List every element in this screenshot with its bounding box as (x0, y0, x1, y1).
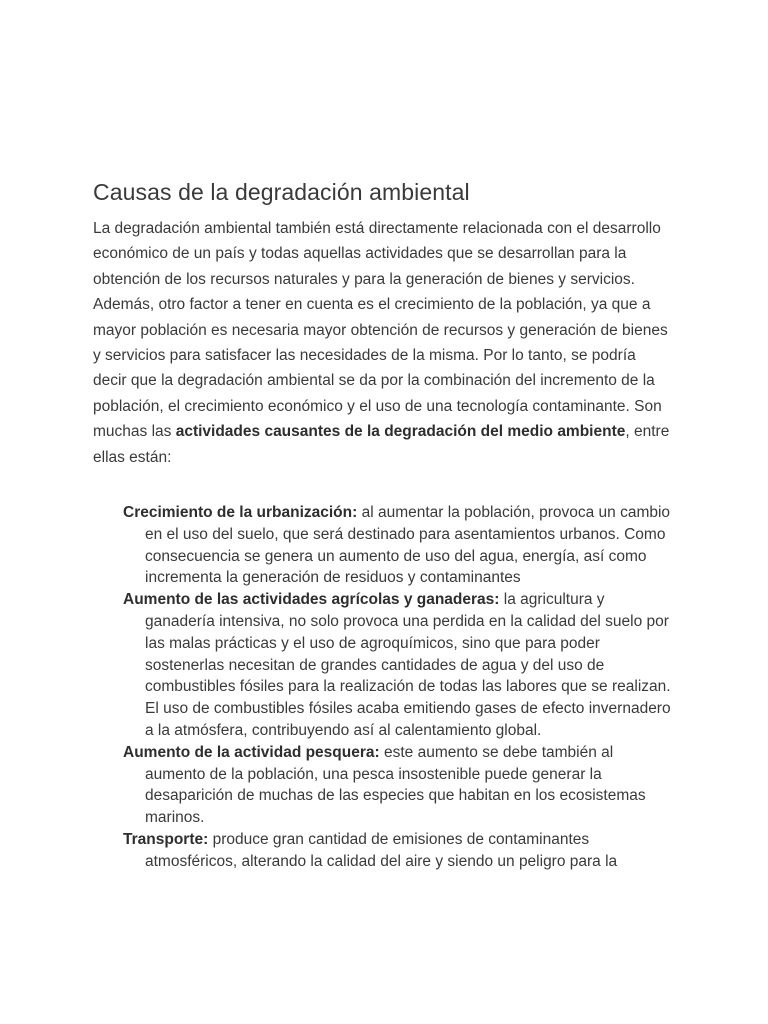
list-item (123, 742, 673, 829)
list-item-term: Transporte: (123, 831, 209, 849)
list-item-term: Crecimiento de la urbanización: (123, 504, 358, 522)
intro-bold-phrase: actividades causantes de la degradación del medio ambiente (175, 423, 626, 441)
list-item (123, 502, 673, 589)
list-item-text: este aumento se debe también al aumento de la población, una pesca insostenible puede generar la desaparición de muchas de las especies que habitan en los ecosistemas marinos. (145, 743, 646, 827)
list-item-text: produce gran cantidad de emisiones de contaminantes atmosféricos, alterando la calidad del aire y siendo un peligro para la (145, 831, 618, 870)
list-item-term: Aumento de la actividad pesquera: (123, 743, 380, 761)
list-item (123, 829, 673, 873)
page-title: Causas de la degradación ambiental (93, 179, 470, 205)
list-item (123, 589, 673, 742)
document-page (93, 176, 673, 873)
intro-text: La degradación ambiental también está directamente relacionada con el desarrollo económico de un país y todas aquellas actividades que se desarrollan para la obtención de los recursos naturales y para la generación de bienes y servicios. Además, otro factor a tener en cuenta es el crecimiento de la población, ya que a mayor población es necesaria mayor obtención de recursos y generación de bienes y servicios para satisfacer las necesidades de la misma. Por lo tanto, se podría decir que la degradación ambiental se da por la combinación del incremento de la población, el crecimiento económico y el uso de una tecnología contaminante. Son muchas las (93, 220, 668, 441)
list-item-term: Aumento de las actividades agrícolas y ganaderas: (123, 591, 500, 609)
intro-tail: , entre ellas están: (93, 423, 670, 466)
intro-paragraph (93, 216, 673, 470)
list-item-text: al aumentar la población, provoca un cambio en el uso del suelo, que será destinado para asentamientos urbanos. Como consecuencia se genera un aumento de uso del agua, energía, así como incrementa la generación de residuos y contaminantes (145, 504, 671, 587)
causes-list (93, 502, 673, 873)
list-item-text: la agricultura y ganadería intensiva, no solo provoca una perdida en la calidad del suelo por las malas prácticas y el uso de agroquímicos, sino que para poder sostenerlas necesitan de grandes cantidades de agua y del uso de combustibles fósiles para la realización de todas las labores que se realizan. El uso de combustibles fósiles acaba emitiendo gases de efecto invernadero a la atmósfera, contribuyendo así al calentamiento global. (145, 591, 671, 740)
